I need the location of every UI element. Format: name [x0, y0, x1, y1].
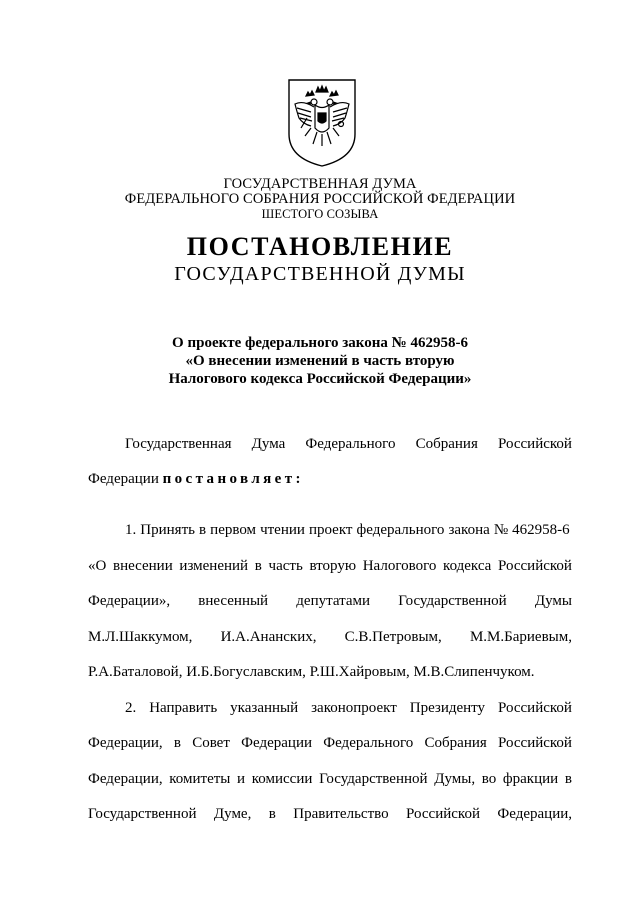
word: часть — [268, 558, 303, 574]
document-issuer-subtitle: ГОСУДАРСТВЕННОЙ ДУМЫ — [174, 263, 466, 285]
word: Направить — [149, 700, 218, 716]
word: кодекса — [443, 558, 492, 574]
paragraph2-line4 — [88, 805, 572, 823]
word: в — [173, 735, 181, 751]
word: комиссии — [251, 771, 313, 787]
word: Федерации», — [88, 593, 171, 609]
word: Президенту — [409, 700, 486, 716]
word: в — [564, 771, 572, 787]
paragraph1-line3 — [88, 592, 572, 610]
word: в — [254, 558, 262, 574]
word: М.М.Бариевым, — [469, 629, 572, 645]
word: Совет — [192, 735, 230, 751]
word: внесенный — [198, 593, 269, 609]
word: Федерального — [323, 735, 414, 751]
subject-line2: «О внесении изменений в часть вторую — [185, 353, 455, 369]
paragraph1-line2 — [88, 557, 572, 575]
org-name-line2: ФЕДЕРАЛЬНОГО СОБРАНИЯ РОССИЙСКОЙ ФЕДЕРАЦИИ — [124, 191, 516, 207]
word: вторую — [309, 558, 357, 574]
word: Думе, — [213, 806, 252, 822]
document-type-title: ПОСТАНОВЛЕНИЕ — [186, 232, 454, 261]
word: Федерации, — [88, 771, 163, 787]
word: Налогового — [362, 558, 437, 574]
word: Государственной — [319, 771, 428, 787]
word: Федерации — [241, 735, 312, 751]
word: в — [268, 806, 276, 822]
resolves-word: постановляет: — [162, 471, 304, 487]
word: изменений — [179, 558, 249, 574]
word: Федерального — [305, 436, 396, 452]
org-name-line1: ГОСУДАРСТВЕННАЯ ДУМА — [223, 176, 417, 192]
word: и — [237, 771, 246, 787]
paragraph2-line3 — [88, 770, 572, 788]
word: Правительство — [293, 806, 389, 822]
paragraph1-line5: Р.А.Баталовой, И.Б.Богуславским, Р.Ш.Хайровым, М.В.Слипенчуком. — [88, 664, 535, 680]
word: Государственная — [125, 436, 232, 452]
word: депутатами — [296, 593, 371, 609]
word: Российской — [498, 735, 572, 751]
word: Дума — [251, 436, 286, 452]
word: Российской — [498, 558, 572, 574]
word: Думы — [534, 593, 572, 609]
paragraph1-line1: 1. Принять в первом чтении проект федерального закона № 462958-6 — [125, 522, 570, 538]
intro-line2 — [88, 470, 572, 488]
coat-of-arms-emblem — [287, 78, 357, 168]
word: указанный — [230, 700, 299, 716]
word: Собрания — [424, 735, 487, 751]
word: Российской — [498, 436, 572, 452]
convocation-line: ШЕСТОГО СОЗЫВА — [261, 207, 379, 221]
word: Федерации, — [497, 806, 572, 822]
word: Федерации, — [88, 735, 163, 751]
word: комитеты — [169, 771, 231, 787]
subject-line1: О проекте федерального закона № 462958-6 — [172, 335, 468, 351]
word: Российской — [406, 806, 480, 822]
paragraph2-line1 — [125, 699, 572, 717]
subject-line3: Налогового кодекса Российской Федерации» — [168, 371, 472, 387]
intro-line1 — [125, 435, 572, 453]
word: 2. — [125, 700, 137, 716]
word: С.В.Петровым, — [344, 629, 442, 645]
paragraph1-line4 — [88, 628, 572, 646]
word: Собрания — [415, 436, 478, 452]
intro-text: Федерации — [88, 471, 159, 487]
paragraph2-line2 — [88, 734, 572, 752]
word: И.А.Ананских, — [220, 629, 317, 645]
word: фракции — [502, 771, 559, 787]
word: внесении — [113, 558, 173, 574]
word: Российской — [498, 700, 572, 716]
word: Думы, — [434, 771, 476, 787]
word: «О — [88, 558, 107, 574]
word: Государственной — [88, 806, 197, 822]
word: М.Л.Шаккумом, — [88, 629, 193, 645]
word: во — [481, 771, 497, 787]
word: Государственной — [398, 593, 507, 609]
word: законопроект — [311, 700, 397, 716]
